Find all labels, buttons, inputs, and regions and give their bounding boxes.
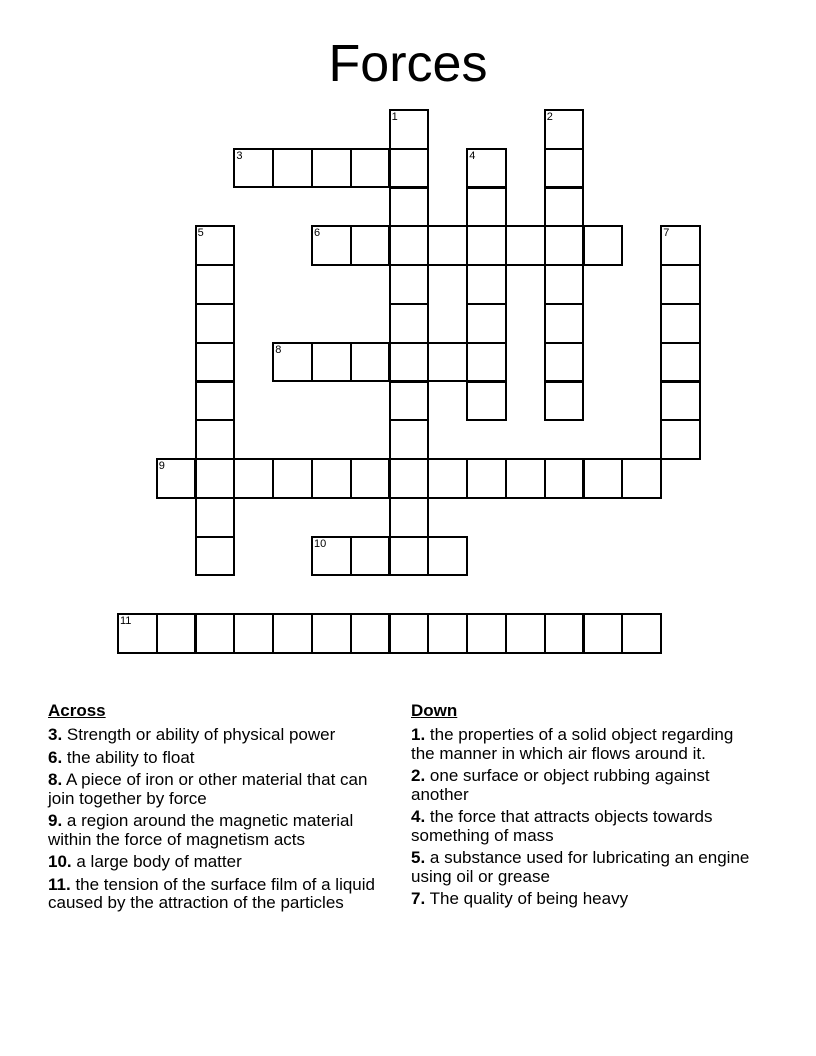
- clue-text: the ability to float: [66, 747, 195, 767]
- crossword-cell[interactable]: [389, 225, 430, 266]
- crossword-cell[interactable]: [505, 225, 546, 266]
- crossword-cell[interactable]: [311, 536, 352, 577]
- cell-number: 4: [469, 149, 476, 162]
- cell-number: 3: [236, 149, 243, 162]
- crossword-cell[interactable]: [311, 342, 352, 383]
- crossword-cell[interactable]: [466, 303, 507, 344]
- clue-text: The quality of being heavy: [429, 889, 629, 908]
- crossword-cell[interactable]: [195, 342, 236, 383]
- crossword-cell[interactable]: [466, 187, 507, 228]
- crossword-cell[interactable]: [350, 148, 391, 189]
- crossword-cell[interactable]: [389, 381, 430, 422]
- clue-text: a substance used for lubricating an engine using oil or grease: [411, 848, 750, 886]
- crossword-cell[interactable]: [195, 536, 236, 577]
- crossword-cell[interactable]: [466, 613, 507, 654]
- crossword-cell[interactable]: [195, 381, 236, 422]
- clue-number: 7.: [411, 889, 426, 908]
- clue-number: 1.: [411, 725, 426, 744]
- clue-number: 2.: [411, 766, 426, 785]
- cell-number: 9: [158, 460, 165, 473]
- crossword-cell[interactable]: [544, 187, 585, 228]
- crossword-cell[interactable]: [544, 109, 585, 150]
- clue-across-8: [48, 771, 393, 808]
- clue-across-6: [48, 749, 393, 768]
- crossword-cell[interactable]: [195, 264, 236, 305]
- crossword-cell[interactable]: [505, 613, 546, 654]
- clue-text: a large body of matter: [76, 852, 242, 871]
- clue-across-10: [48, 853, 393, 872]
- down-clues: [411, 700, 761, 913]
- crossword-cell[interactable]: [427, 342, 468, 383]
- cell-number: 2: [546, 111, 553, 123]
- cell-number: 10: [314, 537, 327, 550]
- crossword-cell[interactable]: [272, 148, 313, 189]
- clue-down-7: [411, 890, 761, 909]
- crossword-cell[interactable]: [544, 225, 585, 266]
- cell-number: 11: [120, 615, 132, 628]
- crossword-cell[interactable]: [272, 342, 313, 383]
- crossword-cell[interactable]: [350, 613, 391, 654]
- crossword-cell[interactable]: [660, 342, 701, 383]
- clue-number: 5.: [411, 848, 426, 867]
- crossword-cell[interactable]: [272, 613, 313, 654]
- crossword-cell[interactable]: [427, 613, 468, 654]
- clue-number: 10.: [48, 852, 72, 871]
- crossword-cell[interactable]: [350, 458, 391, 499]
- crossword-cell[interactable]: [621, 613, 662, 654]
- crossword-cell[interactable]: [195, 458, 236, 499]
- clue-across-3: [48, 726, 393, 745]
- crossword-cell[interactable]: [389, 613, 430, 654]
- crossword-cell[interactable]: [233, 458, 274, 499]
- clue-number: 8.: [48, 770, 63, 789]
- clue-number: 6.: [48, 747, 63, 767]
- clue-text: Strength or ability of physical power: [66, 725, 336, 744]
- crossword-cell[interactable]: [389, 458, 430, 499]
- crossword-cell[interactable]: [389, 536, 430, 577]
- crossword-cell[interactable]: [427, 536, 468, 577]
- crossword-cell[interactable]: [660, 303, 701, 344]
- crossword-cell[interactable]: [311, 225, 352, 266]
- crossword-cell[interactable]: [466, 148, 507, 189]
- clue-text: the properties of a solid object regarding the manner in which air flows around it.: [411, 725, 734, 763]
- crossword-cell[interactable]: [544, 303, 585, 344]
- crossword-cell[interactable]: [660, 264, 701, 305]
- clue-across-9: [48, 812, 393, 849]
- clue-number: 3.: [48, 725, 63, 744]
- cell-number: 6: [314, 227, 321, 240]
- crossword-cell[interactable]: [156, 613, 197, 654]
- crossword-cell[interactable]: [389, 419, 430, 460]
- crossword-cell[interactable]: [466, 264, 507, 305]
- crossword-cell[interactable]: [389, 264, 430, 305]
- crossword-cell[interactable]: [660, 381, 701, 422]
- clue-down-2: [411, 767, 761, 804]
- crossword-cell[interactable]: [389, 497, 430, 538]
- clue-down-4: [411, 808, 761, 845]
- clue-across-11: [48, 876, 393, 913]
- crossword-cell[interactable]: [311, 148, 352, 189]
- crossword-cell[interactable]: [311, 458, 352, 499]
- crossword-cell[interactable]: [427, 225, 468, 266]
- crossword-cell[interactable]: [350, 342, 391, 383]
- crossword-cell[interactable]: [660, 419, 701, 460]
- crossword-cell[interactable]: [195, 613, 236, 654]
- crossword-cell[interactable]: [583, 225, 624, 266]
- crossword-cell[interactable]: [350, 225, 391, 266]
- puzzle-title: Forces: [328, 35, 488, 93]
- down-heading: Down: [411, 701, 458, 720]
- crossword-cell[interactable]: [427, 458, 468, 499]
- crossword-cell[interactable]: [389, 342, 430, 383]
- clue-number: 9.: [48, 811, 63, 830]
- clue-text: a region around the magnetic material within the force of magnetism acts: [48, 811, 354, 849]
- across-heading: Across: [48, 701, 106, 720]
- clue-number: 11.: [48, 874, 71, 894]
- crossword-cell[interactable]: [544, 458, 585, 499]
- clue-text: A piece of iron or other material that can join together by force: [48, 770, 368, 808]
- crossword-cell[interactable]: [544, 264, 585, 305]
- clue-text: the force that attracts objects towards something of mass: [411, 807, 713, 845]
- crossword-cell[interactable]: [350, 536, 391, 577]
- crossword-cell[interactable]: [389, 303, 430, 344]
- crossword-cell[interactable]: [466, 458, 507, 499]
- crossword-cell[interactable]: [583, 613, 624, 654]
- crossword-cell[interactable]: [583, 458, 624, 499]
- crossword-cell[interactable]: [195, 225, 236, 266]
- crossword-cell[interactable]: [466, 342, 507, 383]
- clue-down-1: [411, 726, 761, 763]
- crossword-cell[interactable]: [272, 458, 313, 499]
- clue-number: 4.: [411, 807, 426, 826]
- crossword-cell[interactable]: [621, 458, 662, 499]
- crossword-cell[interactable]: [544, 148, 585, 189]
- crossword-cell[interactable]: [156, 458, 197, 499]
- cell-number: 8: [275, 343, 282, 356]
- cell-number: 5: [197, 227, 204, 240]
- across-clues: [48, 700, 393, 917]
- crossword-cell[interactable]: [544, 342, 585, 383]
- cell-number: 7: [663, 227, 670, 240]
- crossword-cell[interactable]: [233, 148, 274, 189]
- crossword-cell[interactable]: [195, 303, 236, 344]
- crossword-cell[interactable]: [233, 613, 274, 654]
- clue-text: the tension of the surface film of a liquid caused by the attraction of the particles: [48, 874, 375, 912]
- crossword-cell[interactable]: [117, 613, 158, 654]
- crossword-cell[interactable]: [389, 187, 430, 228]
- crossword-cell[interactable]: [389, 109, 430, 150]
- crossword-cell[interactable]: [544, 381, 585, 422]
- crossword-cell[interactable]: [195, 419, 236, 460]
- cell-number: 1: [391, 111, 398, 123]
- crossword-cell[interactable]: [505, 458, 546, 499]
- crossword-cell[interactable]: [311, 613, 352, 654]
- crossword-cell[interactable]: [544, 613, 585, 654]
- crossword-cell[interactable]: [466, 225, 507, 266]
- crossword-cell[interactable]: [466, 381, 507, 422]
- crossword-cell[interactable]: [660, 225, 701, 266]
- clue-text: one surface or object rubbing against another: [411, 766, 710, 804]
- clue-down-5: [411, 849, 761, 886]
- crossword-cell[interactable]: [389, 148, 430, 189]
- crossword-cell[interactable]: [195, 497, 236, 538]
